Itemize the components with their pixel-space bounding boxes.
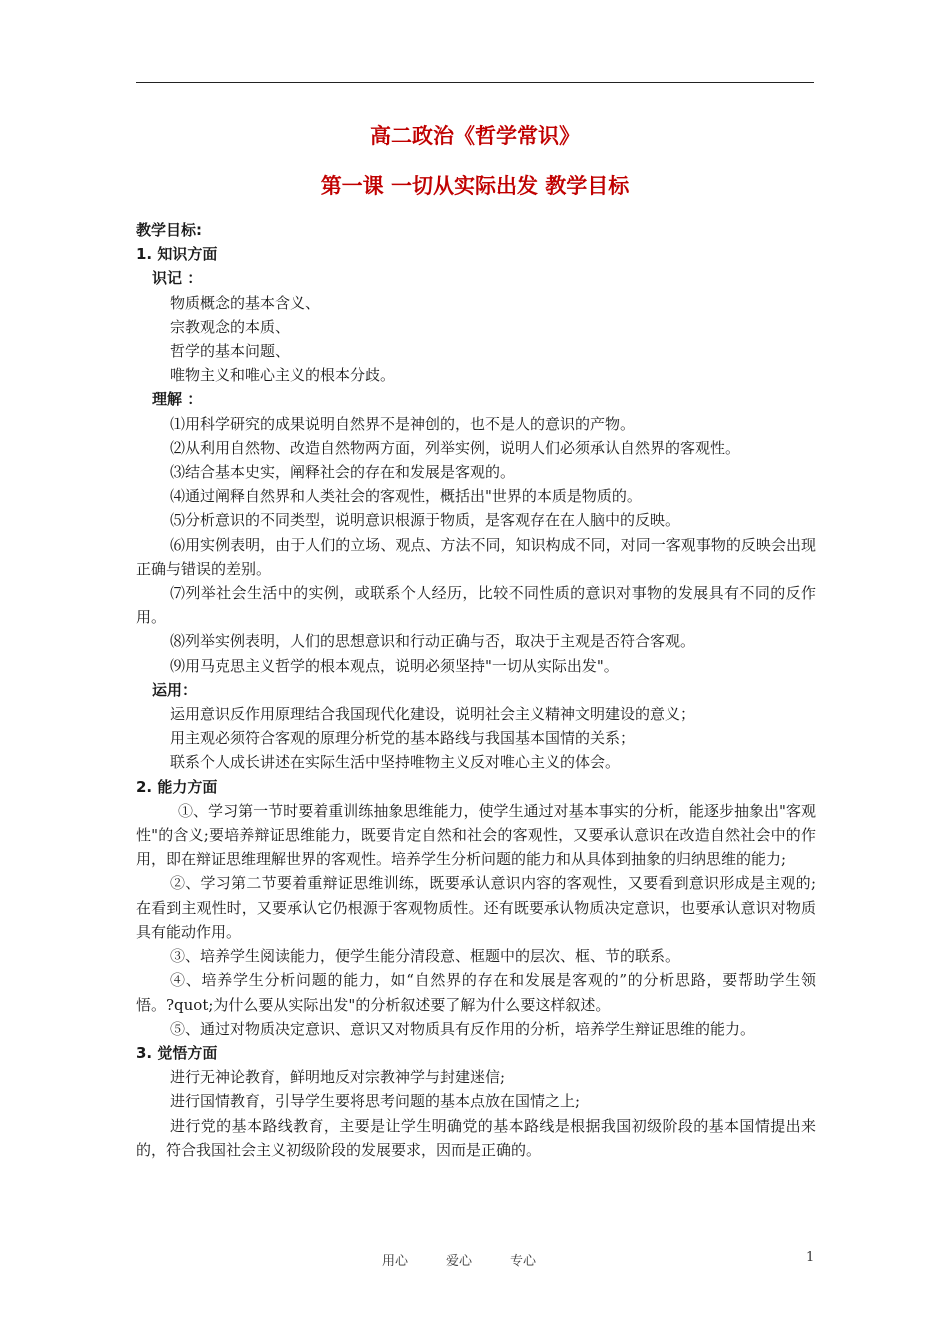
list-item: ⑵从利用自然物、改造自然物两方面，列举实例，说明人们必须承认自然界的客观性。 xyxy=(170,438,741,457)
list-item: ③、培养学生阅读能力，便学生能分清段意、框题中的层次、框、节的联系。 xyxy=(170,947,681,966)
list-item: 用主观必须符合客观的原理分析党的基本路线与我国基本国情的关系； xyxy=(170,729,636,748)
motto-word: 用心 xyxy=(382,1254,409,1269)
list-item: 物质概念的基本含义、 xyxy=(170,293,321,312)
list-item: ②、学习第二节要着重辩证思维训练，既要承认意识内容的客观性，又要看到意识形成是主观的;在看到主观性时，又要承认它仍根源于客观物质性。还有既要承认物质决定意识，也要承认意识对物质具有能动作用。 xyxy=(136,874,816,941)
list-item: 进行党的基本路线教育，主要是让学生明确党的基本路线是根据我国初级阶段的基本国情提出来的，符合我国社会主义初级阶段的发展要求，因而是正确的。 xyxy=(136,1116,816,1159)
list-item: ⑴用科学研究的成果说明自然界不是神创的，也不是人的意识的产物。 xyxy=(170,414,636,433)
list-item: ⑷通过阐释自然界和人类社会的客观性，概括出"世界的本质是物质的。 xyxy=(170,487,642,506)
document-subtitle: 第一课 一切从实际出发 教学目标 xyxy=(320,174,630,198)
list-item: ⑤、通过对物质决定意识、意识又对物质具有反作用的分析，培养学生辩证思维的能力。 xyxy=(170,1019,756,1038)
apply-label: 运用： xyxy=(152,680,198,699)
list-item: ⑻列举实例表明，人们的思想意识和行动正确与否，取决于主观是否符合客观。 xyxy=(170,632,696,651)
list-item: 联系个人成长讲述在实际生活中坚持唯物主义反对唯心主义的体会。 xyxy=(170,753,621,772)
list-item: 进行国情教育，引导学生要将思考问题的基本点放在国情之上; xyxy=(170,1092,581,1111)
document-body xyxy=(136,218,816,1162)
memorize-label: 识记 ： xyxy=(152,269,203,288)
section2-heading: 2. 能力方面 xyxy=(136,777,218,796)
motto-word: 爱心 xyxy=(446,1254,473,1269)
document-title: 高二政治《哲学常识》 xyxy=(370,124,580,148)
list-item: 哲学的基本问题、 xyxy=(170,342,291,361)
list-item: ⑸分析意识的不同类型，说明意识根源于物质，是客观存在在人脑中的反映。 xyxy=(170,511,681,530)
list-item: ⑶结合基本史实，阐释社会的存在和发展是客观的。 xyxy=(170,463,516,482)
list-item: 运用意识反作用原理结合我国现代化建设，说明社会主义精神文明建设的意义； xyxy=(170,705,696,724)
page-number: 1 xyxy=(806,1250,815,1265)
list-item: ⑹用实例表明，由于人们的立场、观点、方法不同，知识构成不同，对同一客观事物的反映会出现正确与错误的差别。 xyxy=(136,535,816,578)
list-item: 进行无神论教育，鲜明地反对宗教神学与封建迷信; xyxy=(170,1068,506,1087)
section1-heading: 1. 知识方面 xyxy=(136,245,218,264)
list-item: ①、学习第一节时要着重训练抽象思维能力，使学生通过对基本事实的分析，能逐步抽象出"客观性"的含义;要培养辩证思维能力，既要肯定自然和社会的客观性，又要承认意识在改造自然社会中的作用，即在辩证思维理解世界的客观性。培养学生分析问题的能力和从具体到抽象的归纳思维的能力; xyxy=(136,801,816,869)
section3-heading: 3. 觉悟方面 xyxy=(136,1043,218,1062)
footer-motto xyxy=(382,1250,574,1269)
list-item: ④、培养学生分析问题的能力，如“自然界的存在和发展是客观的”的分析思路，要帮助学生领悟。?quot;为什么要从实际出发"的分析叙述要了解为什么要这样叙述。 xyxy=(136,971,816,1014)
header-rule xyxy=(136,82,814,83)
list-item: 宗教观念的本质、 xyxy=(170,317,291,336)
list-item: 唯物主义和唯心主义的根本分歧。 xyxy=(170,366,396,385)
motto-word: 专心 xyxy=(510,1254,537,1269)
understand-label: 理解 ： xyxy=(152,390,203,409)
goals-label: 教学目标: xyxy=(136,221,202,239)
list-item: ⑼用马克思主义哲学的根本观点，说明必须坚持"一切从实际出发"。 xyxy=(170,656,619,675)
list-item: ⑺列举社会生活中的实例，或联系个人经历，比较不同性质的意识对事物的发展具有不同的反作用。 xyxy=(136,584,816,627)
